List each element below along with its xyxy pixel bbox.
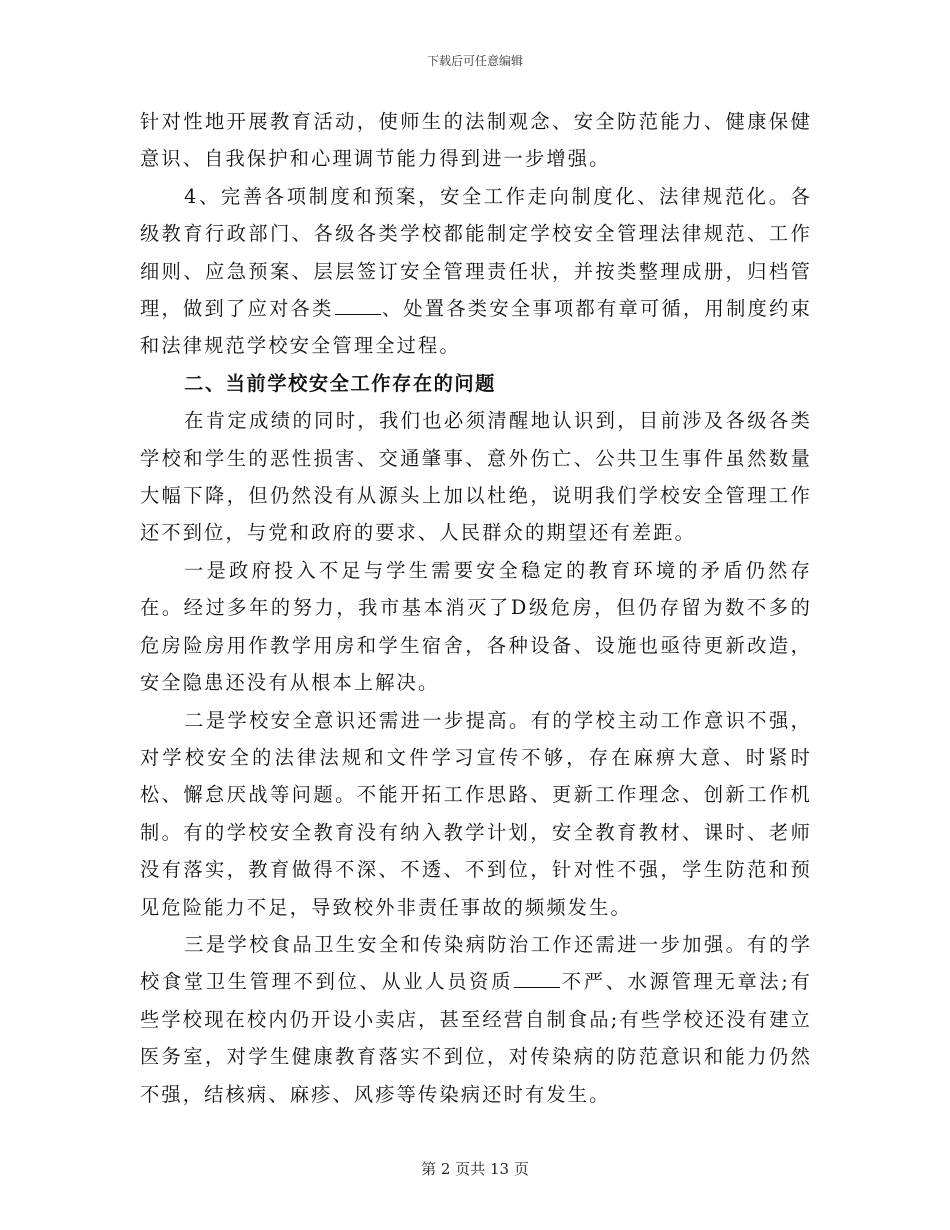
paragraph-continued [140,103,812,178]
paragraph-text: 三是学校食品卫生安全和传染病防治工作还需进一步加强。有的学校食堂卫生管理不到位、从业人员资质 [140,932,812,994]
paragraph-point-two: 二是学校安全意识还需进一步提高。有的学校主动工作意识不强，对学校安全的法律法规和文件学习宣传不够，存在麻痹大意、时紧时松、懈怠厌战等问题。不能开拓工作思路、更新工作理念、创新工作机制。有的学校安全教育没有纳入教学计划，安全教育教材、课时、老师没有落实，教育做得不深、不透、不到位，针对性不强，学生防范和预见危险能力不足，导致校外非责任事故的频频发生。 [140,708,812,919]
paragraph-text: 、处置各类安全事项都有章可循，用制度约束和法律规范学校安全管理全过程。 [140,297,813,358]
blank-underline [514,970,560,988]
section-heading: 二、当前学校安全工作存在的问题 [184,371,496,395]
blank-underline [335,297,381,315]
paragraph-point-three [140,926,812,1113]
paragraph-point-one: 一是政府投入不足与学生需要安全稳定的教育环境的矛盾仍然存在。经过多年的努力，我市基本消灭了D级危房，但仍存留为数不多的危房险房用作教学用房和学生宿舍，各种设备、设施也亟待更新改造，安全隐患还没有从根本上解决。 [140,558,812,695]
page-header: 下载后可任意编辑 [426,54,523,68]
page-footer: 第 2 页共 13 页 [421,1160,529,1178]
paragraph-intro: 在肯定成绩的同时，我们也必须清醒地认识到，目前涉及各级各类学校和学生的恶性损害、交通肇事、意外伤亡、公共卫生事件虽然数量大幅下降，但仍然没有从源头上加以杜绝，说明我们学校安全管理工作还不到位，与党和政府的要求、人民群众的期望还有差距。 [140,409,812,545]
paragraph-item-4 [140,178,812,365]
paragraph-text: 4、完善各项制度和预案，安全工作走向制度化、法律规范化。各级教育行政部门、各级各类学校都能制定学校安全管理法律规范、工作细则、应急预案、层层签订安全管理责任状，并按类整理成册，归档管理，做到了应对各类 [140,184,812,321]
paragraph-text: 不严、水源管理无章法;有些学校现在校内仍开设小卖店，甚至经营自制食品;有些学校还没有建立医务室，对学生健康教育落实不到位，对传染病的防范意识和能力仍然不强，结核病、麻疹、风疹等传染病还时有发生。 [140,970,812,1106]
paragraph-text: 针对性地开展教育活动，使师生的法制观念、安全防范能力、健康保健意识、自我保护和心理调节能力得到进一步增强。 [140,110,812,171]
document-body [140,103,812,1113]
